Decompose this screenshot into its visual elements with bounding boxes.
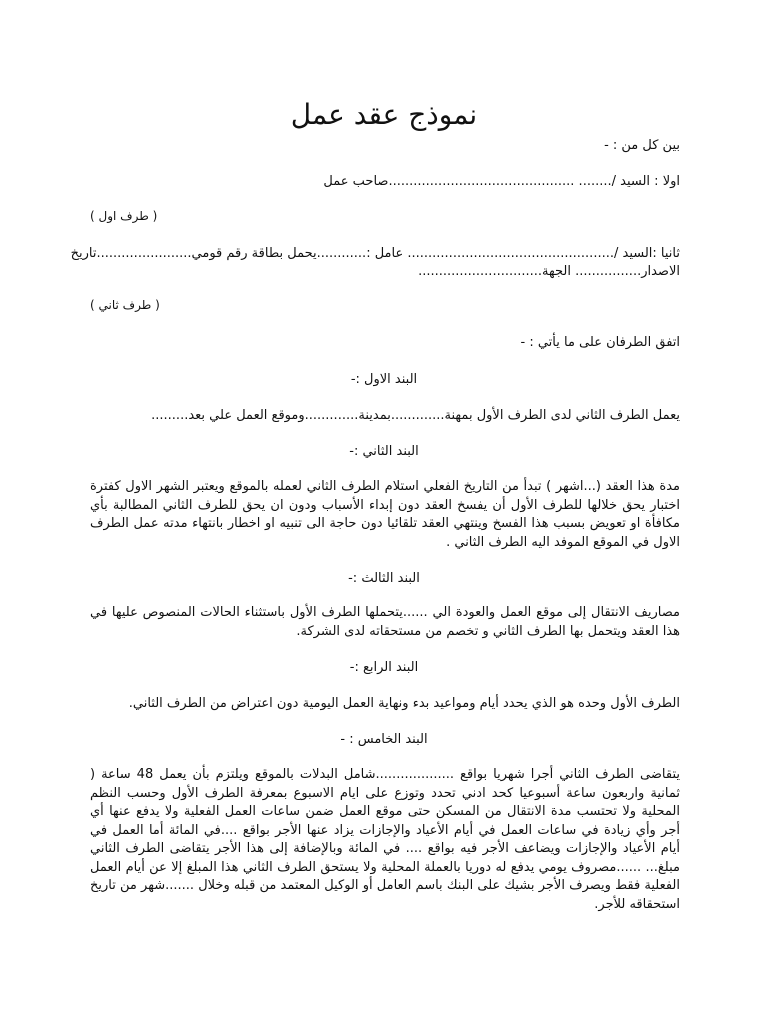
clause-1-text: يعمل الطرف الثاني لدى الطرف الأول بمهنة.............بمدينة.............وموقع العمل علي بعد......... <box>151 408 680 423</box>
clause-2-text: مدة هذا العقد (...اشهر ) تبدأ من التاريخ الفعلي استلام الطرف الثاني لعمله بالموقع ويعتبر الشهر الاول كفترة اختبار يحق خلالها للطرف الأول أن يفسخ العقد دون إبداء الأسباب ودون ان يحق للطرف الثاني المطالبة بأي مكافأة او تعويض بسبب هذا الفسخ وينتهي العقد تلقائيا دون حاجة الى تنبيه او اخطار بانتهاء مدته عمل الطرف الاول في الموقع الموفد اليه الطرف الثاني . <box>90 479 680 550</box>
clause-5-title: البند الخامس : - <box>340 732 428 747</box>
clause-5-text: يتقاضى الطرف الثاني أجرا شهريا بواقع ...................شامل البدلات بالموقع ويلتزم بأن يعمل 48 ساعة ( ثمانية واربعون ساعة أسبوعيا كحد ادني تحدد وتوزع على ايام الاسبوع بمعرفة الطرف الأول وحسب النظم المحلية ولا تحتسب مدة الانتقال من المسكن حتى موقع العمل ضمن ساعات العمل الفعلية ولا يدفع عنها أي أجر وأي زيادة في ساعات العمل في أيام الأعياد والإجازات يزاد عنها الأجر بواقع ....في المائة أما العمل في أيام الأعياد والإجازات ويضاعف الأجر فيه بواقع .... في المائة وبالإضافة إلى هذا الأجر يتقاضى الطرف الثاني مبلغ... ......مصروف يومي يدفع له دوريا بالعملة المحلية ولا يستحق الطرف الثاني هذا المبلغ إلا عن أيام العمل الفعلية فقط ويصرف الأجر بشيك على البنك باسم العامل أو الوكيل المعتمد من قبله وخلال .......شهر من تاريخ استحقاقه للأجر. <box>90 767 680 912</box>
first-party-line: اولا : السيد /........ .............................................صاحب عمل <box>323 174 680 189</box>
second-party-line-1: ثانيا :السيد /.................................................. عامل :............يحمل بطاقة رقم قومي.......................تاريخ <box>70 246 680 261</box>
page-title: نموذج عقد عمل <box>290 98 478 131</box>
clause-4-title: البند الرابع :- <box>349 660 419 675</box>
clause-1-title: البند الاول :- <box>350 372 418 387</box>
clause-2-title: البند الثاني :- <box>349 444 419 459</box>
between-line: بين كل من : - <box>604 138 680 153</box>
clause-3-title: البند الثالث :- <box>348 571 420 586</box>
clause-4-text: الطرف الأول وحده هو الذي يحدد أيام ومواعيد بدء ونهاية العمل اليومية دون اعتراض من الطرف الثاني. <box>128 696 680 711</box>
agreement-line: اتفق الطرفان على ما يأتي : - <box>520 335 680 350</box>
second-party-line-2: الاصدار................ الجهة.............................. <box>418 264 680 279</box>
second-party-label: ( طرف ثاني ) <box>90 298 160 312</box>
first-party-label: ( طرف اول ) <box>90 209 158 223</box>
clause-3-text: مصاريف الانتقال إلى موقع العمل والعودة الي ......يتحملها الطرف الأول باستثناء الحالات المنصوص عليها في هذا العقد ويتحمل بها الطرف الثاني و تخصم من مستحقاته لدى الشركة. <box>90 605 680 639</box>
